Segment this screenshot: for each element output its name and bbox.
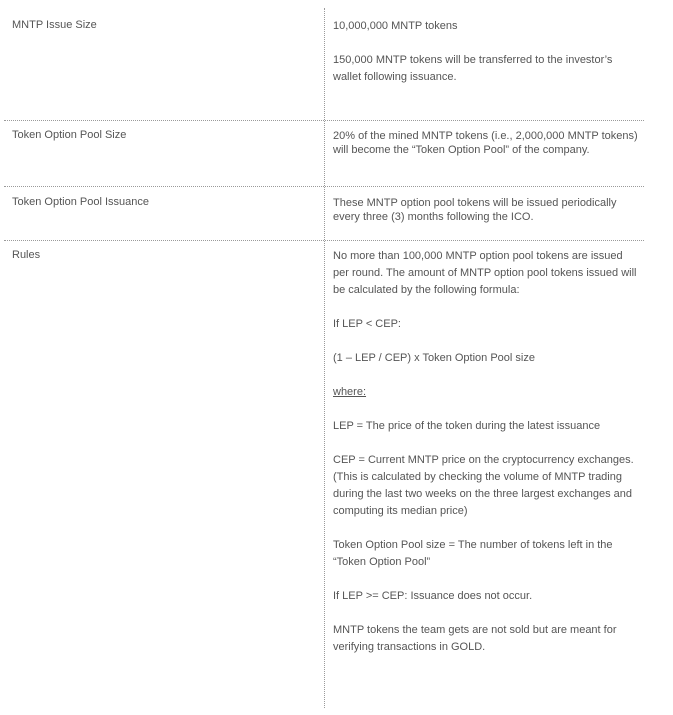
value-paragraph: 150,000 MNTP tokens will be transferred to the investor’s wallet following issuance. bbox=[333, 54, 613, 83]
value-paragraph: If LEP < CEP: bbox=[333, 318, 401, 330]
row-label-pool-size: Token Option Pool Size bbox=[12, 129, 127, 141]
row-label-issue-size: MNTP Issue Size bbox=[12, 19, 97, 31]
value-paragraph: These MNTP option pool tokens will be issued periodically every three (3) months following the ICO. bbox=[333, 197, 617, 223]
column-divider bbox=[324, 8, 325, 708]
value-paragraph: MNTP tokens the team gets are not sold but are meant for verifying transactions in GOLD. bbox=[333, 624, 617, 653]
value-paragraph: (1 – LEP / CEP) x Token Option Pool size bbox=[333, 352, 535, 364]
value-paragraph: CEP = Current MNTP price on the cryptocurrency exchanges. (This is calculated by checking the volume of MNTP trading during the last two weeks on the three largest exchanges and computing its median price) bbox=[333, 454, 634, 517]
row-label-pool-issuance: Token Option Pool Issuance bbox=[12, 196, 149, 208]
row-divider bbox=[4, 120, 644, 121]
row-divider bbox=[4, 240, 644, 241]
value-paragraph: LEP = The price of the token during the latest issuance bbox=[333, 420, 601, 432]
value-paragraph: If LEP >= CEP: Issuance does not occur. bbox=[333, 590, 533, 602]
row-divider bbox=[4, 186, 644, 187]
value-paragraph: No more than 100,000 MNTP option pool tokens are issued per round. The amount of MNTP option pool tokens issued will be calculated by the following formula: bbox=[333, 250, 637, 296]
value-paragraph: Token Option Pool size = The number of tokens left in the “Token Option Pool” bbox=[333, 539, 613, 568]
row-label-rules: Rules bbox=[12, 249, 41, 261]
value-paragraph-where: where: bbox=[333, 386, 367, 398]
row-value-issue-size bbox=[333, 18, 638, 86]
row-value-pool-issuance bbox=[333, 196, 638, 224]
value-paragraph: 10,000,000 MNTP tokens bbox=[333, 20, 458, 32]
value-paragraph: 20% of the mined MNTP tokens (i.e., 2,000,000 MNTP tokens) will become the “Token Option Pool” of the company. bbox=[333, 130, 638, 156]
row-value-pool-size bbox=[333, 129, 638, 157]
row-value-rules bbox=[333, 248, 638, 656]
